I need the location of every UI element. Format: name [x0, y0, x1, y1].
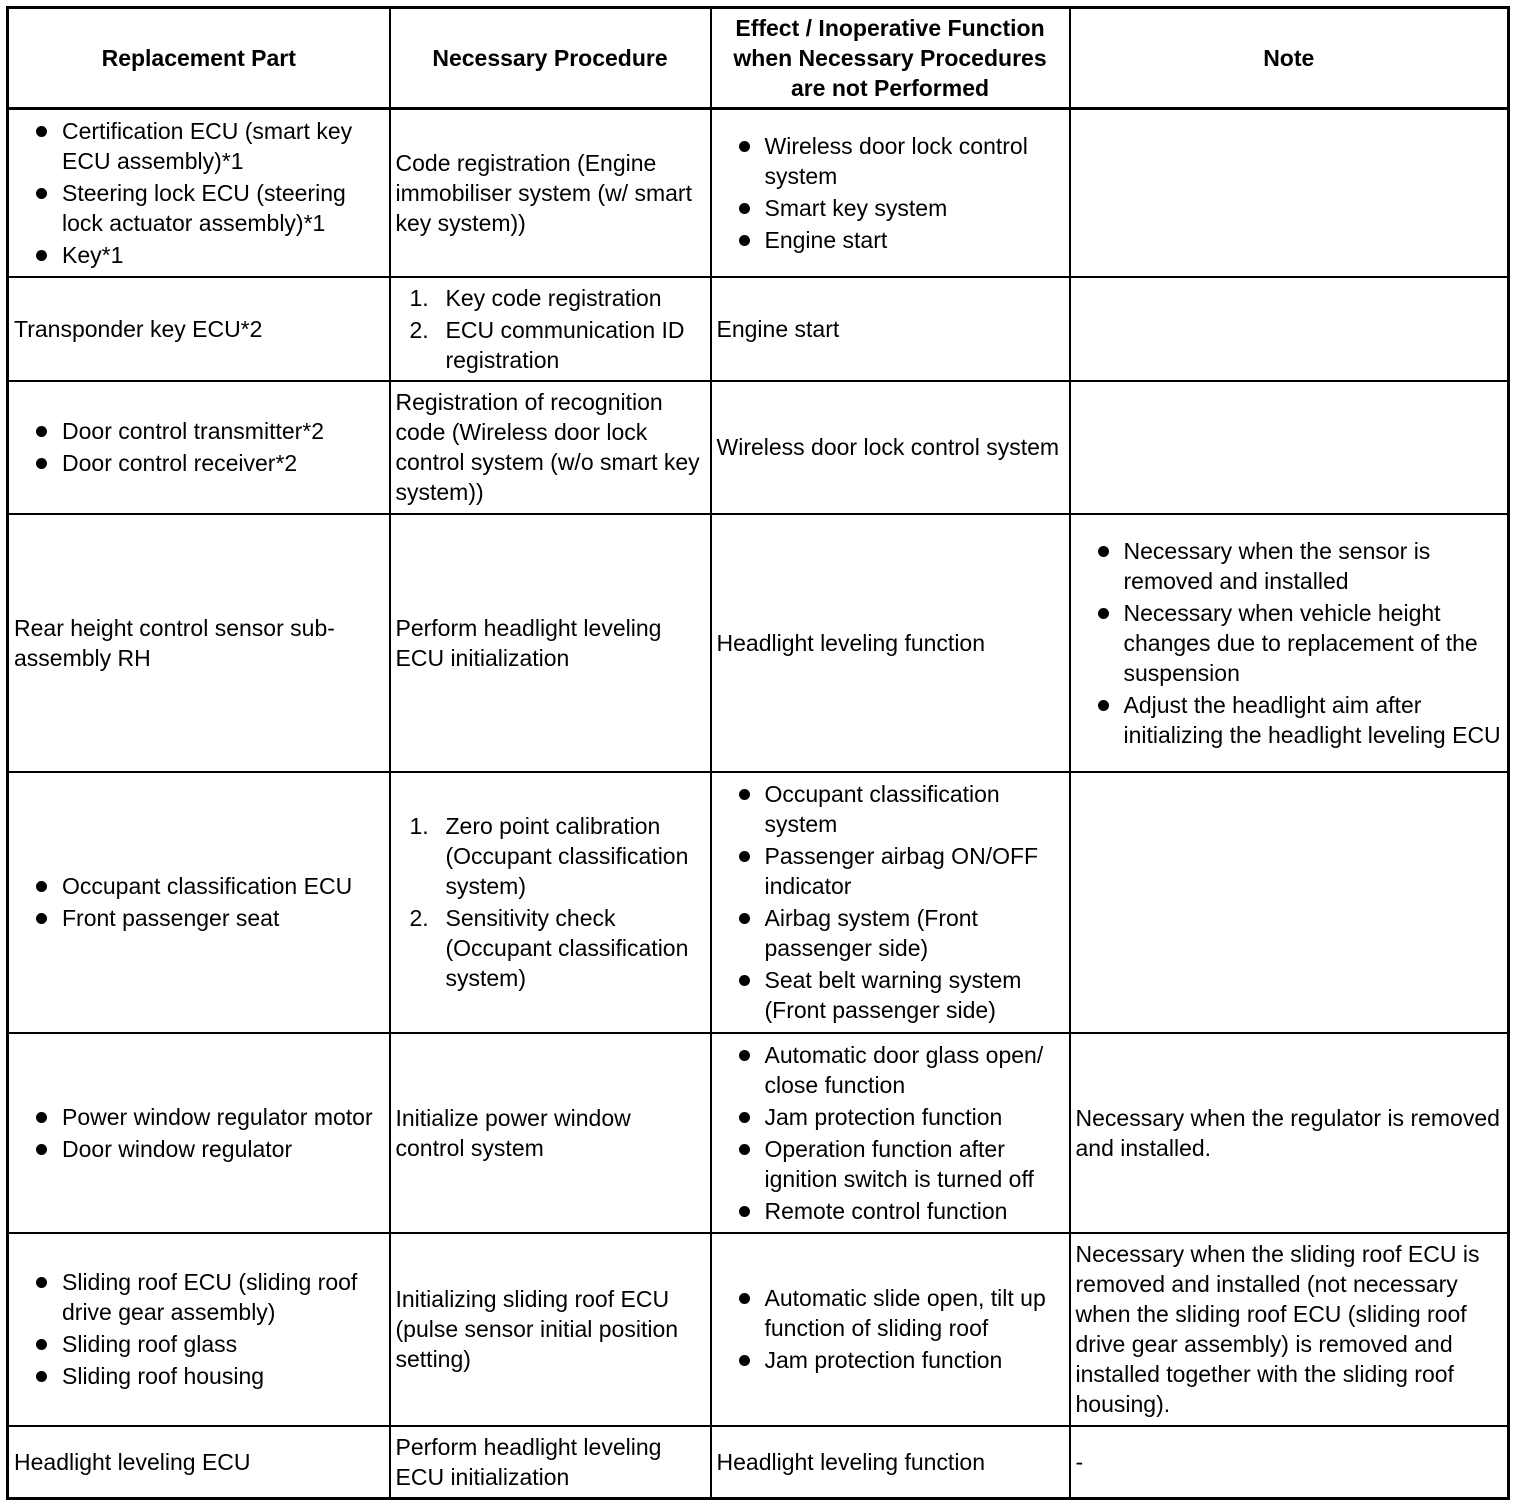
list-item: 2. Sensitivity check (Occupant classification system)	[446, 903, 706, 993]
table-row	[8, 772, 1509, 1033]
cell-effect: Headlight leveling function	[711, 1426, 1070, 1499]
cell-part	[8, 109, 390, 277]
bullet-list	[717, 1040, 1065, 1226]
list-item: Steering lock ECU (steering lock actuator assembly)*1	[62, 178, 385, 238]
list-item: Airbag system (Front passenger side)	[765, 903, 1065, 963]
bullet-list	[14, 1267, 385, 1391]
list-item: Operation function after ignition switch is turned off	[765, 1134, 1065, 1194]
list-item: Automatic slide open, tilt up function of sliding roof	[765, 1283, 1065, 1343]
list-item: 1. Key code registration	[446, 283, 706, 313]
list-item: Wireless door lock control system	[765, 131, 1065, 191]
cell-note	[1070, 109, 1509, 277]
list-item: 1. Zero point calibration (Occupant classification system)	[446, 811, 706, 901]
list-item: Automatic door glass open/ close function	[765, 1040, 1065, 1100]
list-item: Door control receiver*2	[62, 448, 385, 478]
cell-procedure	[390, 772, 711, 1033]
list-item: Passenger airbag ON/OFF indicator	[765, 841, 1065, 901]
cell-procedure	[390, 277, 711, 381]
list-item: Power window regulator motor	[62, 1102, 385, 1132]
table-row	[8, 1233, 1509, 1426]
table-row	[8, 109, 1509, 277]
list-item: Door control transmitter*2	[62, 416, 385, 446]
table-row	[8, 277, 1509, 381]
cell-procedure: Initialize power window control system	[390, 1033, 711, 1233]
cell-part: Rear height control sensor sub-assembly RH	[8, 514, 390, 772]
list-item: Engine start	[765, 225, 1065, 255]
list-item: Front passenger seat	[62, 903, 385, 933]
cell-note: Necessary when the sliding roof ECU is removed and installed (not necessary when the sliding roof ECU (sliding roof drive gear assembly) is removed and installed together with the sliding roof housing).	[1070, 1233, 1509, 1426]
bullet-list	[717, 1283, 1065, 1375]
cell-note	[1070, 381, 1509, 514]
list-item: Sliding roof ECU (sliding roof drive gear assembly)	[62, 1267, 385, 1327]
bullet-list	[14, 871, 385, 933]
cell-procedure: Registration of recognition code (Wireless door lock control system (w/o smart key system))	[390, 381, 711, 514]
header-row	[8, 8, 1509, 109]
cell-part: Headlight leveling ECU	[8, 1426, 390, 1499]
list-item: Occupant classification system	[765, 779, 1065, 839]
list-item: Jam protection function	[765, 1102, 1065, 1132]
cell-note	[1070, 277, 1509, 381]
cell-part: Transponder key ECU*2	[8, 277, 390, 381]
bullet-list	[717, 131, 1065, 255]
list-item: Jam protection function	[765, 1345, 1065, 1375]
header-necessary-procedure: Necessary Procedure	[390, 8, 711, 109]
numbered-list	[396, 283, 706, 375]
list-item: Remote control function	[765, 1196, 1065, 1226]
bullet-list	[14, 416, 385, 478]
bullet-list	[1076, 536, 1504, 750]
list-item: Seat belt warning system (Front passenger side)	[765, 965, 1065, 1025]
cell-effect: Headlight leveling function	[711, 514, 1070, 772]
list-item: Key*1	[62, 240, 385, 270]
cell-part	[8, 772, 390, 1033]
header-effect: Effect / Inoperative Function when Necessary Procedures are not Performed	[711, 8, 1070, 109]
cell-procedure: Perform headlight leveling ECU initialization	[390, 1426, 711, 1499]
list-item: Sliding roof glass	[62, 1329, 385, 1359]
cell-effect: Wireless door lock control system	[711, 381, 1070, 514]
table-row	[8, 381, 1509, 514]
header-note: Note	[1070, 8, 1509, 109]
bullet-list	[14, 116, 385, 270]
numbered-list	[396, 811, 706, 993]
list-item: Occupant classification ECU	[62, 871, 385, 901]
list-item: Necessary when the sensor is removed and installed	[1124, 536, 1504, 596]
table-row	[8, 514, 1509, 772]
table-body	[8, 109, 1509, 1499]
table-row	[8, 1426, 1509, 1499]
cell-procedure: Code registration (Engine immobiliser system (w/ smart key system))	[390, 109, 711, 277]
list-item: Adjust the headlight aim after initializing the headlight leveling ECU	[1124, 690, 1504, 750]
cell-part	[8, 1033, 390, 1233]
cell-part	[8, 381, 390, 514]
list-item: Smart key system	[765, 193, 1065, 223]
list-item: Necessary when vehicle height changes due to replacement of the suspension	[1124, 598, 1504, 688]
cell-effect: Engine start	[711, 277, 1070, 381]
cell-note: -	[1070, 1426, 1509, 1499]
bullet-list	[717, 779, 1065, 1025]
cell-effect	[711, 1233, 1070, 1426]
replacement-procedure-table	[6, 6, 1510, 1500]
cell-procedure: Initializing sliding roof ECU (pulse sensor initial position setting)	[390, 1233, 711, 1426]
header-replacement-part: Replacement Part	[8, 8, 390, 109]
cell-procedure: Perform headlight leveling ECU initialization	[390, 514, 711, 772]
cell-note: Necessary when the regulator is removed and installed.	[1070, 1033, 1509, 1233]
cell-note	[1070, 514, 1509, 772]
cell-effect	[711, 1033, 1070, 1233]
cell-effect	[711, 109, 1070, 277]
cell-part	[8, 1233, 390, 1426]
list-item: Door window regulator	[62, 1134, 385, 1164]
cell-effect	[711, 772, 1070, 1033]
cell-note	[1070, 772, 1509, 1033]
bullet-list	[14, 1102, 385, 1164]
list-item: Sliding roof housing	[62, 1361, 385, 1391]
list-item: 2. ECU communication ID registration	[446, 315, 706, 375]
list-item: Certification ECU (smart key ECU assembly)*1	[62, 116, 385, 176]
table-row	[8, 1033, 1509, 1233]
